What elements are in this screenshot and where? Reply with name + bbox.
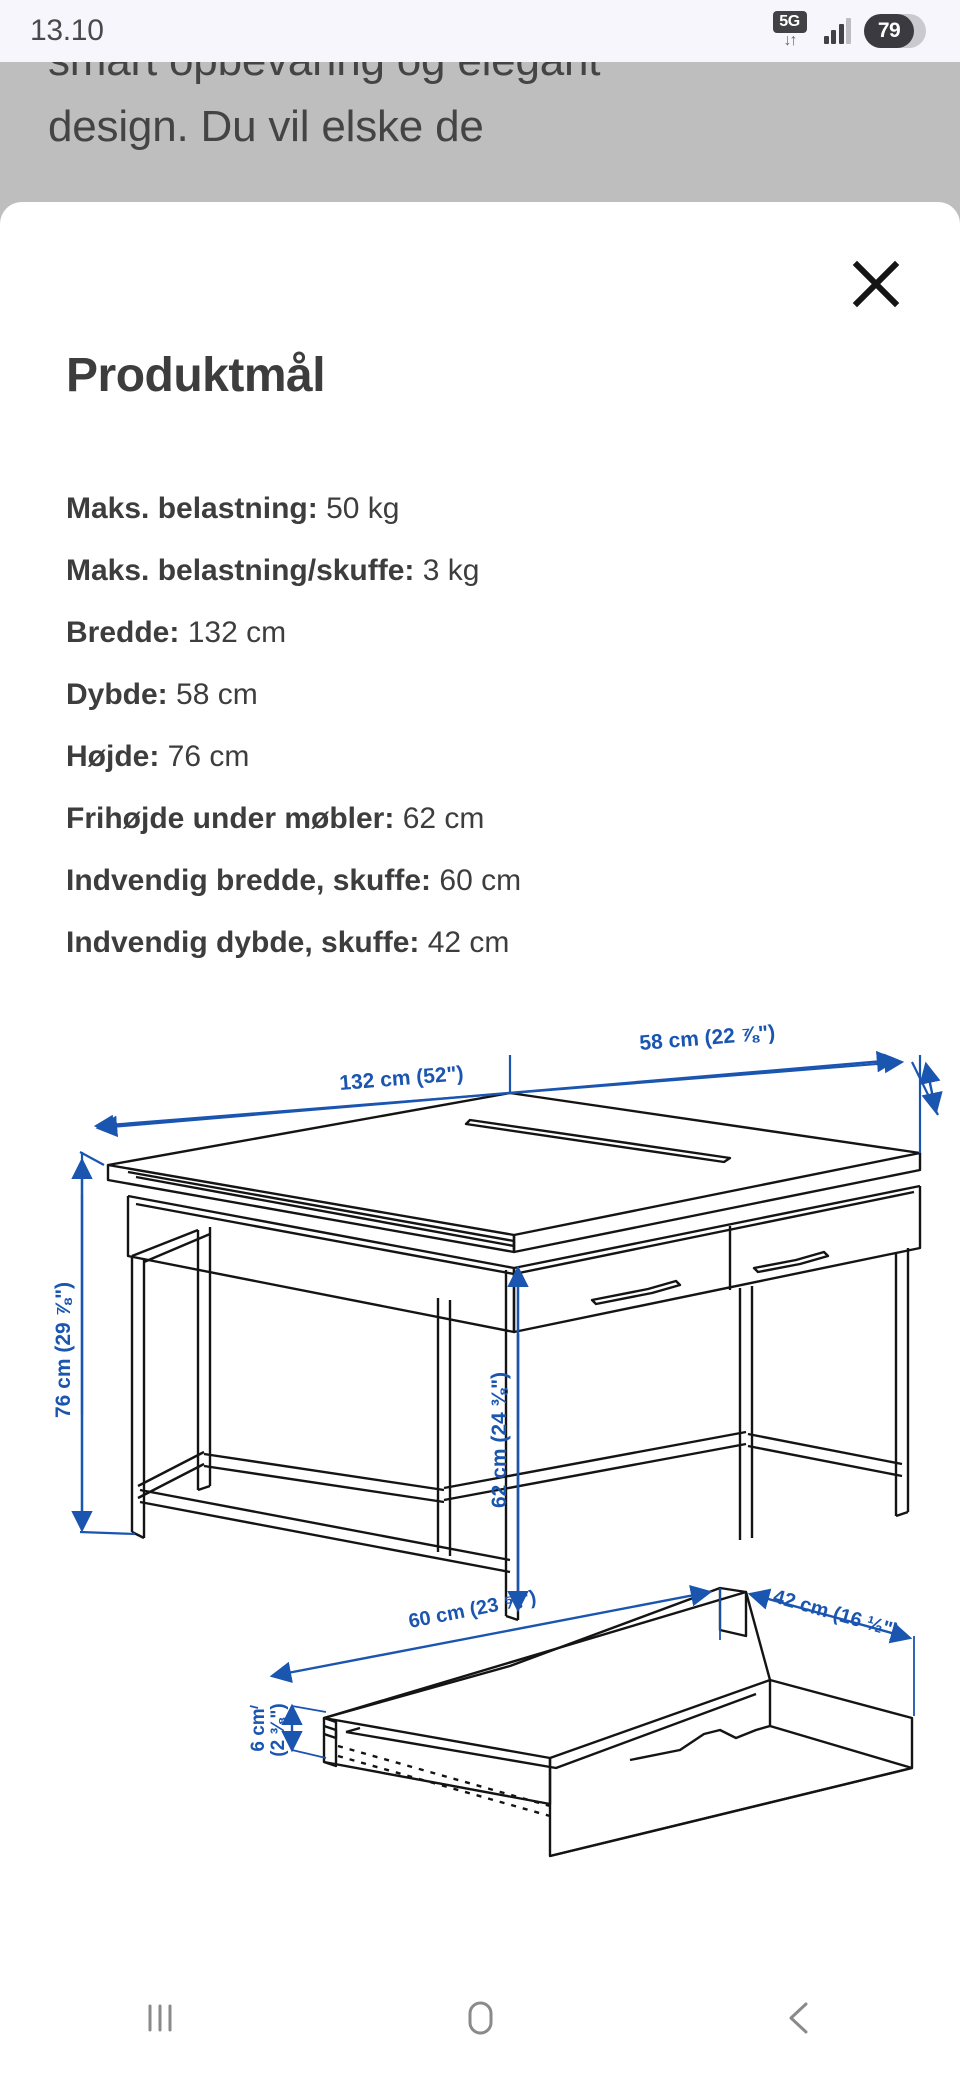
status-bar — [0, 0, 960, 62]
spec-value: 3 kg — [422, 554, 480, 587]
spec-value: 76 cm — [167, 740, 250, 773]
recents-icon[interactable] — [85, 1956, 235, 2080]
back-glyph — [776, 1994, 824, 2042]
spec-list — [66, 478, 906, 974]
drawer-dimension-drawing — [250, 1580, 940, 1910]
spec-value: 58 cm — [176, 678, 258, 711]
drawer-inner-width-label: 60 cm (23 ⅝") — [406, 1586, 539, 1633]
spec-key: Højde: — [66, 740, 160, 773]
desk-clearance-label: 62 cm (24 ⅜") — [488, 1371, 511, 1509]
spec-row — [66, 540, 906, 602]
spec-key: Frihøjde under møbler: — [66, 802, 395, 835]
system-nav-bar — [0, 1956, 960, 2080]
spec-row — [66, 726, 906, 788]
spec-row — [66, 788, 906, 850]
drawer-drawing-svg — [250, 1580, 940, 1910]
spec-key: Dybde: — [66, 678, 168, 711]
drawer-inner-height-label-1: 6 cm — [248, 1708, 269, 1752]
5g-data-icon — [769, 11, 811, 51]
close-glyph — [853, 261, 899, 307]
spec-value: 60 cm — [439, 864, 522, 897]
home-glyph — [456, 1994, 504, 2042]
spec-row — [66, 912, 906, 974]
spec-value: 62 cm — [402, 802, 485, 835]
spec-key: Indvendig bredde, skuffe: — [66, 864, 432, 897]
desk-width-label: 132 cm (52") — [338, 1062, 465, 1095]
recents-glyph — [136, 1994, 184, 2042]
spec-key: Indvendig dybde, skuffe: — [66, 926, 420, 959]
desk-depth-label: 58 cm (22 ⅞") — [638, 1021, 776, 1055]
spec-row — [66, 602, 906, 664]
desk-outline — [108, 1093, 920, 1620]
background-text-line-2: design. Du vil elske de — [48, 102, 484, 151]
desk-height-label: 76 cm (29 ⅞") — [52, 1281, 75, 1419]
spec-key: Bredde: — [66, 616, 180, 649]
signal-bars-icon — [824, 18, 852, 44]
home-icon[interactable] — [405, 1956, 555, 2080]
battery-level-label: 79 — [877, 19, 901, 42]
battery-icon — [864, 14, 926, 48]
spec-value: 132 cm — [187, 616, 287, 649]
drawer-inner-height-label-2: (2 ⅜") — [268, 1703, 289, 1757]
spec-row — [66, 478, 906, 540]
drawer-inner-depth-label: 42 cm (16 ½") — [770, 1585, 902, 1643]
spec-value: 42 cm — [427, 926, 510, 959]
status-clock: 13.10 — [30, 14, 104, 47]
spec-key: Maks. belastning: — [66, 492, 318, 525]
spec-key: Maks. belastning/skuffe: — [66, 554, 415, 587]
page-title: Produktmål — [66, 349, 326, 402]
desk-dimension-drawing — [40, 1020, 940, 1640]
close-icon[interactable] — [850, 258, 902, 310]
spec-value: 50 kg — [326, 492, 400, 525]
5g-label: 5G — [773, 11, 807, 33]
data-transfer-arrows-icon: ↓↑ — [783, 32, 796, 49]
desk-drawing-svg — [40, 1020, 940, 1640]
status-icon-group — [769, 11, 927, 51]
back-icon[interactable] — [725, 1956, 875, 2080]
spec-row — [66, 664, 906, 726]
spec-row — [66, 850, 906, 912]
